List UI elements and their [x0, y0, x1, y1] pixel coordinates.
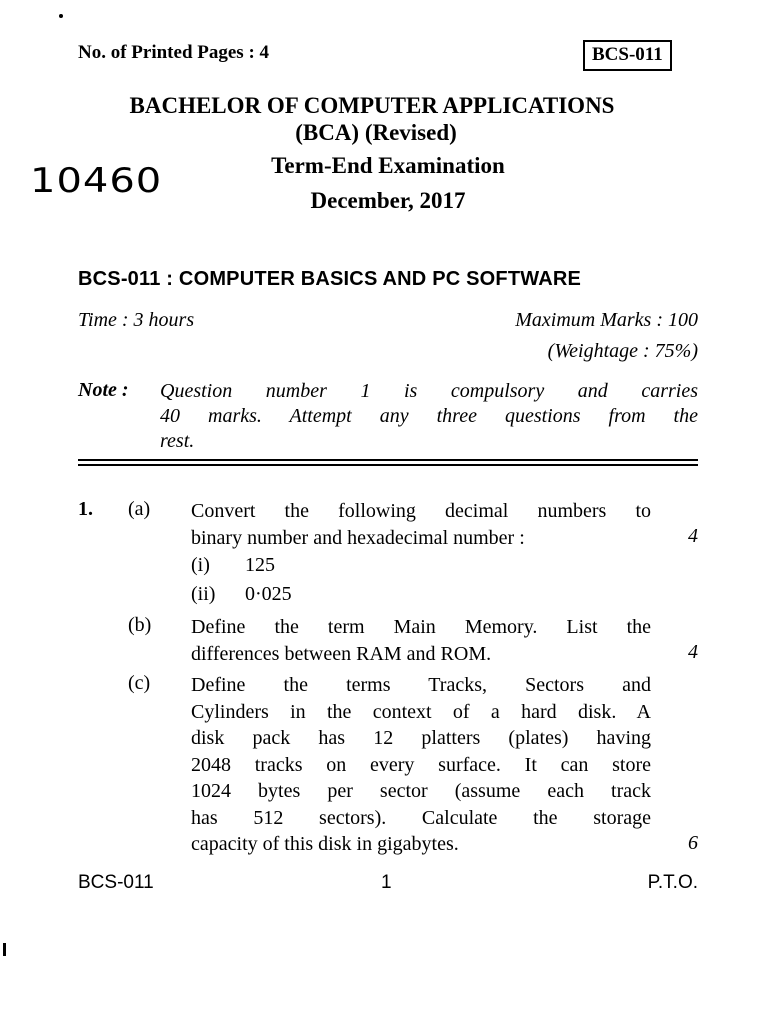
printed-pages-count: No. of Printed Pages : 4 — [78, 42, 270, 63]
sub-item-value: 0·025 — [245, 583, 292, 605]
part-b-text — [191, 614, 651, 667]
question-line: Define the terms Tracks, Sectors and — [191, 674, 651, 696]
scan-speck — [3, 943, 6, 956]
note-label: Note : — [78, 379, 129, 401]
part-c-label: (c) — [128, 672, 151, 694]
question-line: disk pack has 12 platters (plates) having — [191, 727, 651, 749]
question-number: 1. — [78, 498, 93, 520]
note-line: 40 marks. Attempt any three questions from the — [160, 405, 698, 427]
divider-rule — [78, 459, 698, 461]
note-line: Question number 1 is compulsory and carries — [160, 380, 698, 402]
handwritten-number: 10460 — [30, 161, 163, 201]
question-line: capacity of this disk in gigabytes. — [191, 833, 459, 855]
weightage: (Weightage : 75%) — [547, 340, 698, 362]
question-line: 2048 tracks on every surface. It can store — [191, 753, 651, 776]
question-line: Cylinders in the context of a hard disk. A — [191, 700, 651, 723]
part-a-label: (a) — [128, 498, 151, 520]
question-line: Convert the following decimal numbers to — [191, 500, 651, 522]
exam-time: Time : 3 hours — [78, 309, 195, 331]
sub-item-label: (i) — [191, 554, 210, 576]
course-code-box: BCS-011 — [583, 40, 672, 71]
part-c-text — [191, 672, 651, 858]
part-c-marks: 6 — [688, 832, 698, 854]
footer-page-number: 1 — [381, 872, 392, 893]
part-b-marks: 4 — [688, 641, 698, 663]
divider-rule — [78, 464, 698, 466]
question-line: 1024 bytes per sector (assume each track — [191, 780, 651, 802]
question-line: binary number and hexadecimal number : — [191, 526, 525, 549]
programme-subtitle: (BCA) (Revised) — [295, 120, 457, 145]
course-title: BCS-011 : COMPUTER BASICS AND PC SOFTWARE — [78, 268, 582, 290]
exam-date: December, 2017 — [310, 188, 466, 213]
sub-item-label: (ii) — [191, 583, 216, 605]
exam-type: Term-End Examination — [271, 153, 505, 178]
note-line: rest. — [160, 430, 195, 452]
question-line: has 512 sectors). Calculate the storage — [191, 806, 651, 829]
footer-pto: P.T.O. — [647, 872, 698, 893]
part-a-marks: 4 — [688, 525, 698, 547]
maximum-marks: Maximum Marks : 100 — [515, 309, 698, 331]
part-b-label: (b) — [128, 614, 152, 636]
footer-course-code: BCS-011 — [78, 872, 154, 893]
scan-speck — [59, 14, 63, 18]
sub-item-value: 125 — [245, 554, 275, 576]
programme-title: BACHELOR OF COMPUTER APPLICATIONS — [129, 93, 615, 118]
note-text — [160, 379, 698, 454]
part-a-text — [191, 498, 651, 551]
question-line: differences between RAM and ROM. — [191, 642, 492, 665]
question-line: Define the term Main Memory. List the — [191, 616, 651, 638]
